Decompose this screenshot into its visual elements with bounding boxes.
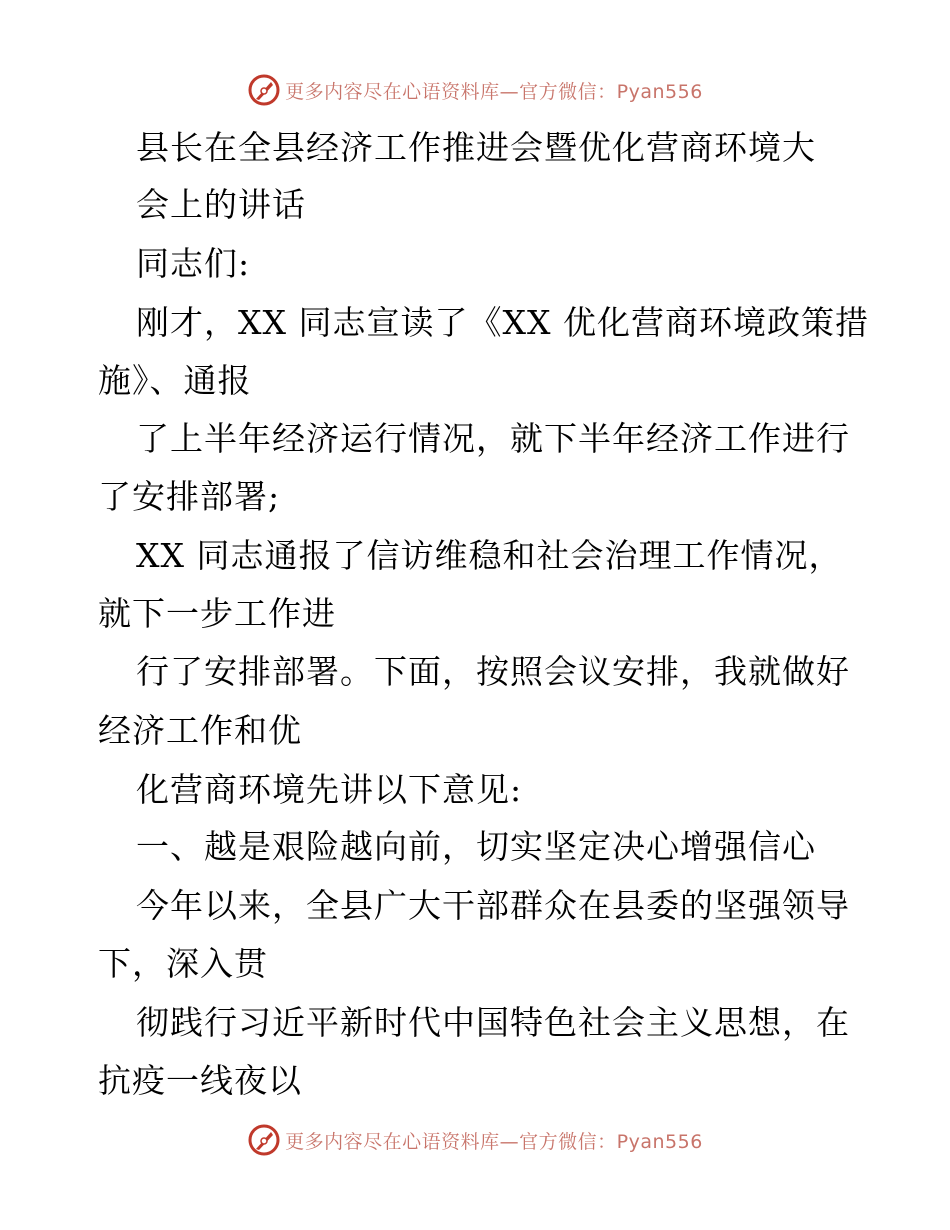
salutation: 同志们: [136, 244, 251, 283]
watermark-text: 更多内容尽在心语资料库—官方微信：Pyan556 [285, 1130, 703, 1153]
paragraph-line: 彻践行习近平新时代中国特色社会主义思想，在 [136, 1003, 850, 1042]
watermark-text: 更多内容尽在心语资料库—官方微信：Pyan556 [285, 80, 703, 103]
paragraph-line: 今年以来，全县广大干部群众在县委的坚强领导 [136, 886, 850, 925]
paragraph-line: 下，深入贯 [98, 944, 268, 983]
header-watermark [0, 68, 950, 112]
paragraph-line: 就下一步工作进 [98, 594, 336, 633]
paragraph-line: 了上半年经济运行情况，就下半年经济工作进行 [136, 419, 850, 458]
paragraph-line: 经济工作和优 [98, 711, 302, 750]
paragraph-line: 抗疫一线夜以 [98, 1061, 302, 1100]
footer-watermark [0, 1118, 950, 1162]
title-line-2: 会上的讲话 [136, 185, 306, 224]
paragraph-line: 施》、通报 [98, 361, 252, 400]
section-heading: 一、越是艰险越向前，切实坚定决心增强信心 [136, 827, 816, 866]
paragraph-line: 化营商环境先讲以下意见: [136, 770, 523, 809]
paragraph-line: 了安排部署; [98, 477, 281, 516]
title-line-1: 县长在全县经济工作推进会暨优化营商环境大 [136, 128, 816, 167]
paragraph-line: 刚才，XX 同志宣读了《XX 优化营商环境政策措 [136, 303, 869, 342]
quill-logo-icon [247, 1123, 281, 1157]
paragraph-line: XX 同志通报了信访维稳和社会治理工作情况， [136, 536, 843, 575]
paragraph-line: 行了安排部署。下面，按照会议安排，我就做好 [136, 652, 850, 691]
quill-logo-icon [247, 73, 281, 107]
